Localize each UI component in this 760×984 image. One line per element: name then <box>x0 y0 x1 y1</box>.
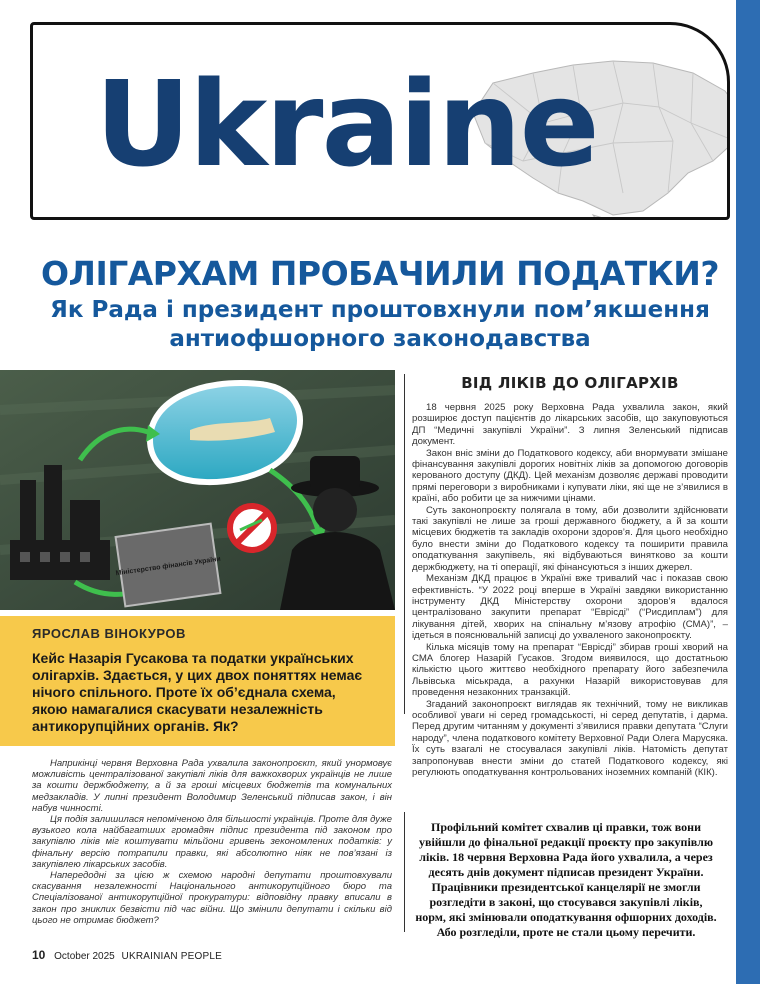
hero-illustration <box>0 370 395 610</box>
right-paragraph: Кілька місяців тому на препарат “Еврісді” збирав гроші хворий на СМА блогер Назарій Гусаков. Згодом виявилося, що достатньою кількістю цього життєво необхідного препарату його забезпечила Львівська міськрада, а рахунки Назарій використовував для проведення незаконних транзакцій. <box>412 641 728 699</box>
side-color-stripe <box>736 0 760 984</box>
lead-paragraph: Кейс Назарія Гусакова та податки українських олігархів. Здається, у цих двох поняттях немає нічого спільного. Проте їх об’єднала схема, якою намагалися скасувати незалежність антикорупційних органів. Як? <box>32 650 363 734</box>
pull-quote-divider <box>404 812 405 932</box>
issue-date: October 2025 <box>54 951 115 962</box>
right-paragraph: Згаданий законопроєкт виглядав як технічний, тому не викликав особливої уваги ні серед громадськості, ні серед депутатів, і дарма. Перед другим читанням у документі з’явилися правки депутата “Слуги народу”, члена податкового комітету Верховної Ради Олега Марусяка. Їх суть взагалі не стосувалася закупівлі ліків. Натомість депутат запропонував внести зміни до статей Податкового кодексу, які регулюють оподаткування контрольованих іноземних компаній (КІК). <box>412 698 728 778</box>
author-panel <box>0 616 395 746</box>
left-paragraph: Напередодні за цією ж схемою народні депутати проштовхували скасування незалежності Національного антикорупційного бюро та Спеціалізованої антикорупційної прокуратури: відповідну правку вписали в закон про зниклих безвісти під час війни. Що змінили депутати і скільки від цього не отримає бюджет? <box>32 870 392 926</box>
section-title: ВІД ЛІКІВ ДО ОЛІГАРХІВ <box>461 374 679 392</box>
headline: ОЛІГАРХАМ ПРОБАЧИЛИ ПОДАТКИ? <box>40 254 719 293</box>
left-paragraph: Наприкінці червня Верховна Рада ухвалила законопроєкт, який унормовує можливість централізованої закупівлі ліків для важкохворих українців не лише за кошти держбюджету, а й за гроші місцевих бюджетів та комунальних медзакладів. У липні президент Володимир Зеленський підписав закон, і він набув чинності. <box>32 758 392 814</box>
right-column-text <box>412 402 728 778</box>
right-paragraph: 18 червня 2025 року Верховна Рада ухвалила закон, який розширює доступ пацієнтів до лікарських засобів, що закуповуються ДП “Медичні закупівлі України”. З липня Зеленський підписав документ. <box>412 402 728 448</box>
author-name: ЯРОСЛАВ ВІНОКУРОВ <box>32 626 186 641</box>
right-paragraph: Закон вніс зміни до Податкового кодексу, аби внормувати змішане фінансування закупівлі дорогих новітніх ліків за допомогою договорів керованого доступу (ДКД). Цей механізм дозволяє державі проводити прямі переговори з виробниками і купувати ліки, які ще не з’явилися в країні, або робити це за нижчими цінами. <box>412 447 728 505</box>
page-footer <box>32 948 222 962</box>
magazine-name: UKRAINIAN PEOPLE <box>121 951 222 962</box>
masthead-box <box>30 22 730 220</box>
column-divider <box>404 374 405 714</box>
pull-quote <box>414 820 718 940</box>
right-column <box>412 370 728 778</box>
page-number: 10 <box>32 948 46 962</box>
right-paragraph: Суть законопроєкту полягала в тому, аби дозволити здійснювати такі закупівлі не лише за гроші державного бюджету, а й за кошти місцевих бюджетів та закладів охорони здоров’я. Для цього необхідно було внести зміни до Податкового кодексу та поширити правила оподаткування закупівель, які відбуваються винятково за кошти держбюджету, на ті операції, які фінансуються з інших джерел. <box>412 504 728 573</box>
hero-collage <box>0 370 395 610</box>
pull-quote-paragraph: Профільний комітет схвалив ці правки, тож вони увійшли до фінальної редакції проєкту про закупівлю ліків. 18 червня Верховна Рада його ухвалила, а через десять днів документ підписав президент України. <box>418 820 714 879</box>
ministry-plaque <box>115 524 221 607</box>
right-paragraph: Механізм ДКД працює в Україні вже тривалий час і показав свою ефективність. “У 2022 році вперше в Україні завдяки використанню інструменту ДКД Міністерству охорони здоров’я вдалося централізовано закупити препарат “Еврісді” (“Рисдиплам”) для лікування дітей, хворих на спінальну м’язову атрофію (СМА)”, – ідеться в пояснювальній записці до ухваленого законопроєкту. <box>412 573 728 642</box>
plaque-text: Міністерство фінансів України <box>115 555 222 578</box>
left-paragraph: Ця подія залишилася непоміченою для більшості українців. Проте для дуже вузького кола найбагатших громадян підпис президента під законом про закупівлю ліків міг коштувати мільйони гривень зекономлених податків: у фінальну версію потрапили правки, які абсолютно ніяк не пов’язані із закупівлею лікарських засобів. <box>32 814 392 870</box>
left-column-text <box>32 758 392 926</box>
subheadline: Як Рада і президент проштовхнули пом’якшення антиофшорного законодавства <box>50 297 710 352</box>
masthead-title: Ukraine <box>95 55 598 193</box>
prohibited-icon <box>230 506 274 550</box>
pull-quote-paragraph: Працівники президентської канцелярії не змогли розгледіти в законі, що стосувався закупівлі ліків, норм, які змінювали оподаткування офшорних доходів. Або розгледіли, проте не стали цьому перечити. <box>415 880 717 939</box>
